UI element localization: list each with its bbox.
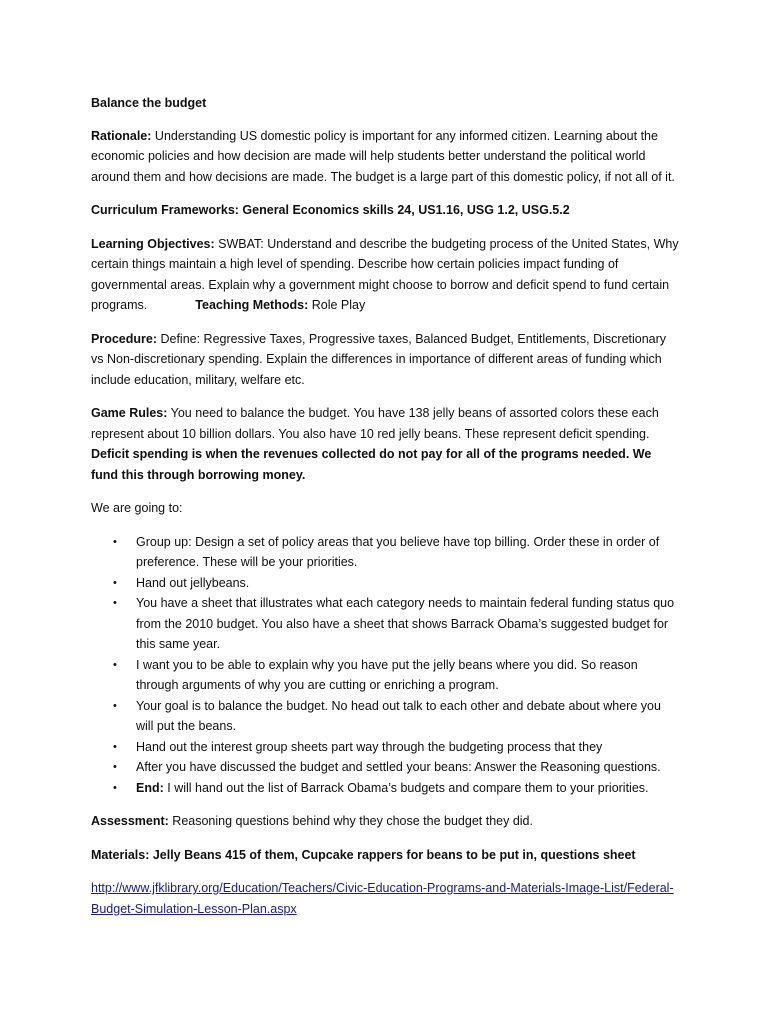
list-item [91, 593, 681, 655]
game-rules-bold-text: Deficit spending is when the revenues collected do not pay for all of the programs needed. We fund this through borrowing money. [91, 447, 652, 482]
game-rules-label: Game Rules: [91, 406, 168, 420]
intro-line: We are going to: [91, 501, 183, 515]
step-text: Hand out jellybeans. [136, 575, 250, 590]
step-text: Hand out the interest group sheets part way through the budgeting process that they [136, 739, 603, 754]
bullet-icon: • [113, 699, 117, 712]
rationale-text: Understanding US domestic policy is important for any informed citizen. Learning about the economic policies and how decision are made will help students better understand the political world around them and how decisions are made. The budget is a large part of this domestic policy, if not all of it. [91, 128, 675, 184]
list-item [91, 573, 681, 594]
procedure-text: Define: Regressive Taxes, Progressive taxes, Balanced Budget, Entitlements, Discretionary vs Non-discretionary spending. Explain the differences in importance of different areas of funding which include education, military, welfare etc. [91, 331, 667, 387]
document-title: Balance the budget [91, 96, 207, 110]
game-rules-text: You need to balance the budget. You have 138 jelly beans of assorted colors these each represent about 10 billion dollars. You also have 10 red jelly beans. These represent deficit spending. [91, 406, 659, 441]
assessment-label: Assessment: [91, 814, 169, 828]
steps-list [91, 532, 681, 799]
step-text: I want you to be able to explain why you have put the jelly beans where you did. So reason through arguments of why you are cutting or enriching a program. [136, 657, 638, 692]
step-text: After you have discussed the budget and settled your beans: Answer the Reasoning questions. [136, 760, 661, 774]
game-rules-paragraph [91, 403, 681, 485]
lesson-plan-link[interactable]: http://www.jfklibrary.org/Education/Teachers/Civic-Education-Programs-and-Materials-Image-List/Federal-Budget-Simulation-Lesson-Plan.aspx [91, 881, 674, 916]
step-text: I will hand out the list of Barrack Obama’s budgets and compare them to your priorities. [163, 780, 649, 795]
curriculum-frameworks: Curriculum Frameworks: General Economics skills 24, US1.16, USG 1.2, USG.5.2 [91, 203, 570, 217]
link-paragraph [91, 878, 681, 919]
procedure-label: Procedure: [91, 331, 157, 346]
step-text: Group up: Design a set of policy areas that you believe have top billing. Order these in order of preference. These will be your priorities. [136, 534, 660, 569]
bullet-icon: • [113, 658, 117, 671]
rationale-paragraph [91, 126, 681, 188]
assessment-paragraph [91, 811, 681, 832]
list-item [91, 655, 681, 696]
list-item [91, 737, 681, 758]
list-item [91, 778, 681, 799]
step-text: You have a sheet that illustrates what each category needs to maintain federal funding status quo from the 2010 budget. You also have a sheet that shows Barrack Obama’s suggested budget for this same year. [136, 596, 675, 651]
assessment-text: Reasoning questions behind why they chose the budget they did. [168, 814, 533, 828]
document-page [91, 93, 681, 932]
rationale-label: Rationale: [91, 128, 152, 143]
materials-paragraph: Materials: Jelly Beans 415 of them, Cupcake rappers for beans to be put in, questions sheet [91, 847, 636, 862]
bullet-icon: • [113, 761, 117, 773]
list-item [91, 696, 681, 737]
list-item [91, 532, 681, 573]
bullet-icon: • [113, 535, 117, 548]
bullet-icon: • [113, 576, 117, 589]
learning-objectives-text: SWBAT: Understand and describe the budgeting process of the United States, Why certain things maintain a high level of spending. Describe how certain policies impact funding of governmental areas. Explain why a government might choose to borrow and deficit spend to fund certain programs. [91, 236, 679, 312]
bullet-icon: • [113, 597, 117, 609]
procedure-paragraph [91, 329, 681, 391]
bullet-icon: • [113, 781, 117, 794]
teaching-methods-label: Teaching Methods: [195, 298, 309, 312]
list-item [91, 757, 681, 778]
step-text: Your goal is to balance the budget. No head out talk to each other and debate about where you will put the beans. [136, 698, 661, 733]
teaching-methods-text: Role Play [308, 298, 366, 312]
step-prefix: End: [136, 780, 164, 795]
learning-objectives-paragraph [91, 234, 681, 316]
bullet-icon: • [113, 740, 117, 753]
learning-objectives-label: Learning Objectives: [91, 236, 215, 251]
